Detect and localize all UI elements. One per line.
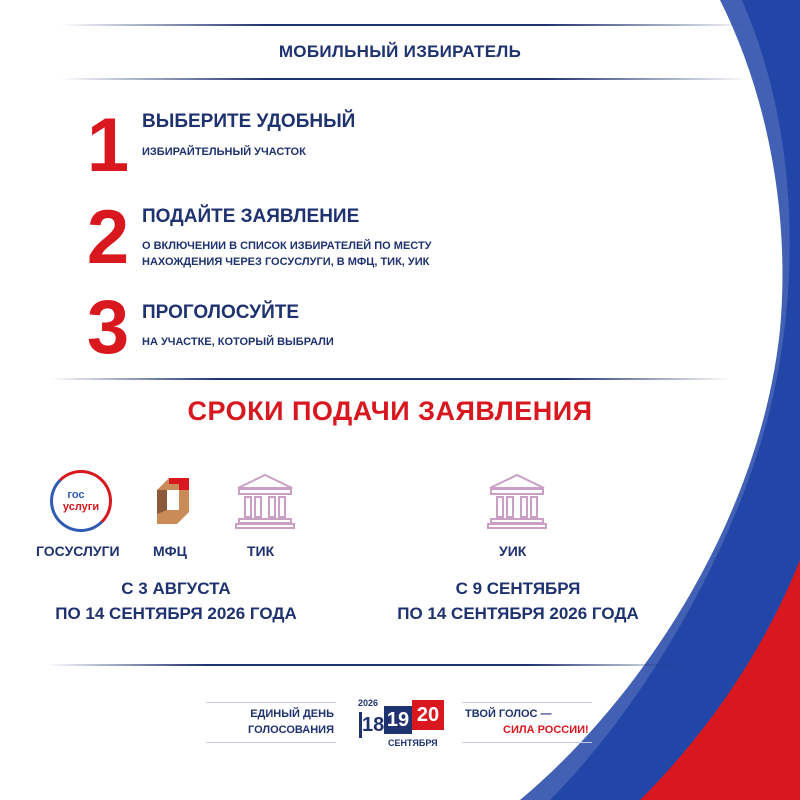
step-description: НАХОЖДЕНИЯ ЧЕРЕЗ ГОСУСЛУГИ, В МФЦ, ТИК, УИК — [142, 256, 430, 268]
footer-line — [206, 742, 336, 743]
logo-day: 19 — [384, 706, 412, 734]
date-end: ПО 14 СЕНТЯБРЯ 2026 ГОДА — [55, 604, 297, 623]
logo-year: 2026 — [358, 698, 379, 708]
deadline-title: СРОКИ ПОДАЧИ ЗАЯВЛЕНИЯ — [187, 396, 593, 426]
logo-day: 18 — [359, 712, 383, 738]
step-description: НА УЧАСТКЕ, КОТОРЫЙ ВЫБРАЛИ — [142, 336, 334, 348]
step-description: О ВКЛЮЧЕНИИ В СПИСОК ИЗБИРАТЕЛЕЙ ПО МЕСТУ — [142, 240, 432, 252]
footer-text: ГОЛОСОВАНИЯ — [248, 724, 334, 736]
gosuslugi-logo-text: гос — [67, 488, 85, 501]
footer-text: СИЛА РОССИИ! — [503, 724, 589, 736]
footer-line — [462, 742, 592, 743]
footer-line — [206, 702, 336, 703]
date-start: С 3 АВГУСТА — [121, 579, 231, 598]
building-icon — [486, 472, 548, 530]
org-label-uik: УИК — [499, 543, 527, 559]
step-title: ПРОГОЛОСУЙТЕ — [142, 302, 300, 323]
footer-line — [462, 702, 592, 703]
org-label-tik: ТИК — [247, 543, 275, 559]
title-bottom-line — [60, 78, 750, 80]
step-number: 2 — [86, 195, 130, 280]
org-label-gosuslugi: ГОСУСЛУГИ — [36, 543, 120, 559]
footer-text: ЕДИНЫЙ ДЕНЬ — [250, 708, 334, 720]
gosuslugi-logo — [50, 470, 112, 532]
footer-unified-voting-day — [248, 706, 334, 738]
step-title: ПОДАЙТЕ ЗАЯВЛЕНИЕ — [142, 206, 360, 227]
election-dates-logo — [356, 698, 448, 752]
date-range-right — [368, 576, 668, 626]
page-title: МОБИЛЬНЫЙ ИЗБИРАТЕЛЬ — [278, 42, 522, 61]
step-number: 3 — [86, 285, 130, 370]
date-start: С 9 СЕНТЯБРЯ — [455, 579, 581, 598]
step-title: ВЫБЕРИТЕ УДОБНЫЙ — [142, 111, 356, 132]
footer-divider — [46, 664, 686, 666]
mfc-logo — [155, 476, 191, 526]
gosuslugi-logo-text: услуги — [62, 500, 100, 513]
building-icon — [234, 472, 296, 530]
date-end: ПО 14 СЕНТЯБРЯ 2026 ГОДА — [397, 604, 639, 623]
footer-text: ТВОЙ ГОЛОС — — [465, 708, 552, 720]
step-number: 1 — [86, 103, 130, 188]
footer-slogan — [465, 706, 589, 738]
date-range-left — [26, 576, 326, 626]
step-description: ИЗБИРАЙТЕЛЬНЫЙ УЧАСТОК — [142, 146, 306, 158]
org-label-mfc: МФЦ — [153, 543, 187, 559]
logo-month: СЕНТЯБРЯ — [388, 738, 438, 748]
section-divider — [50, 378, 730, 380]
title-top-line — [60, 24, 750, 26]
logo-day: 20 — [412, 700, 444, 730]
